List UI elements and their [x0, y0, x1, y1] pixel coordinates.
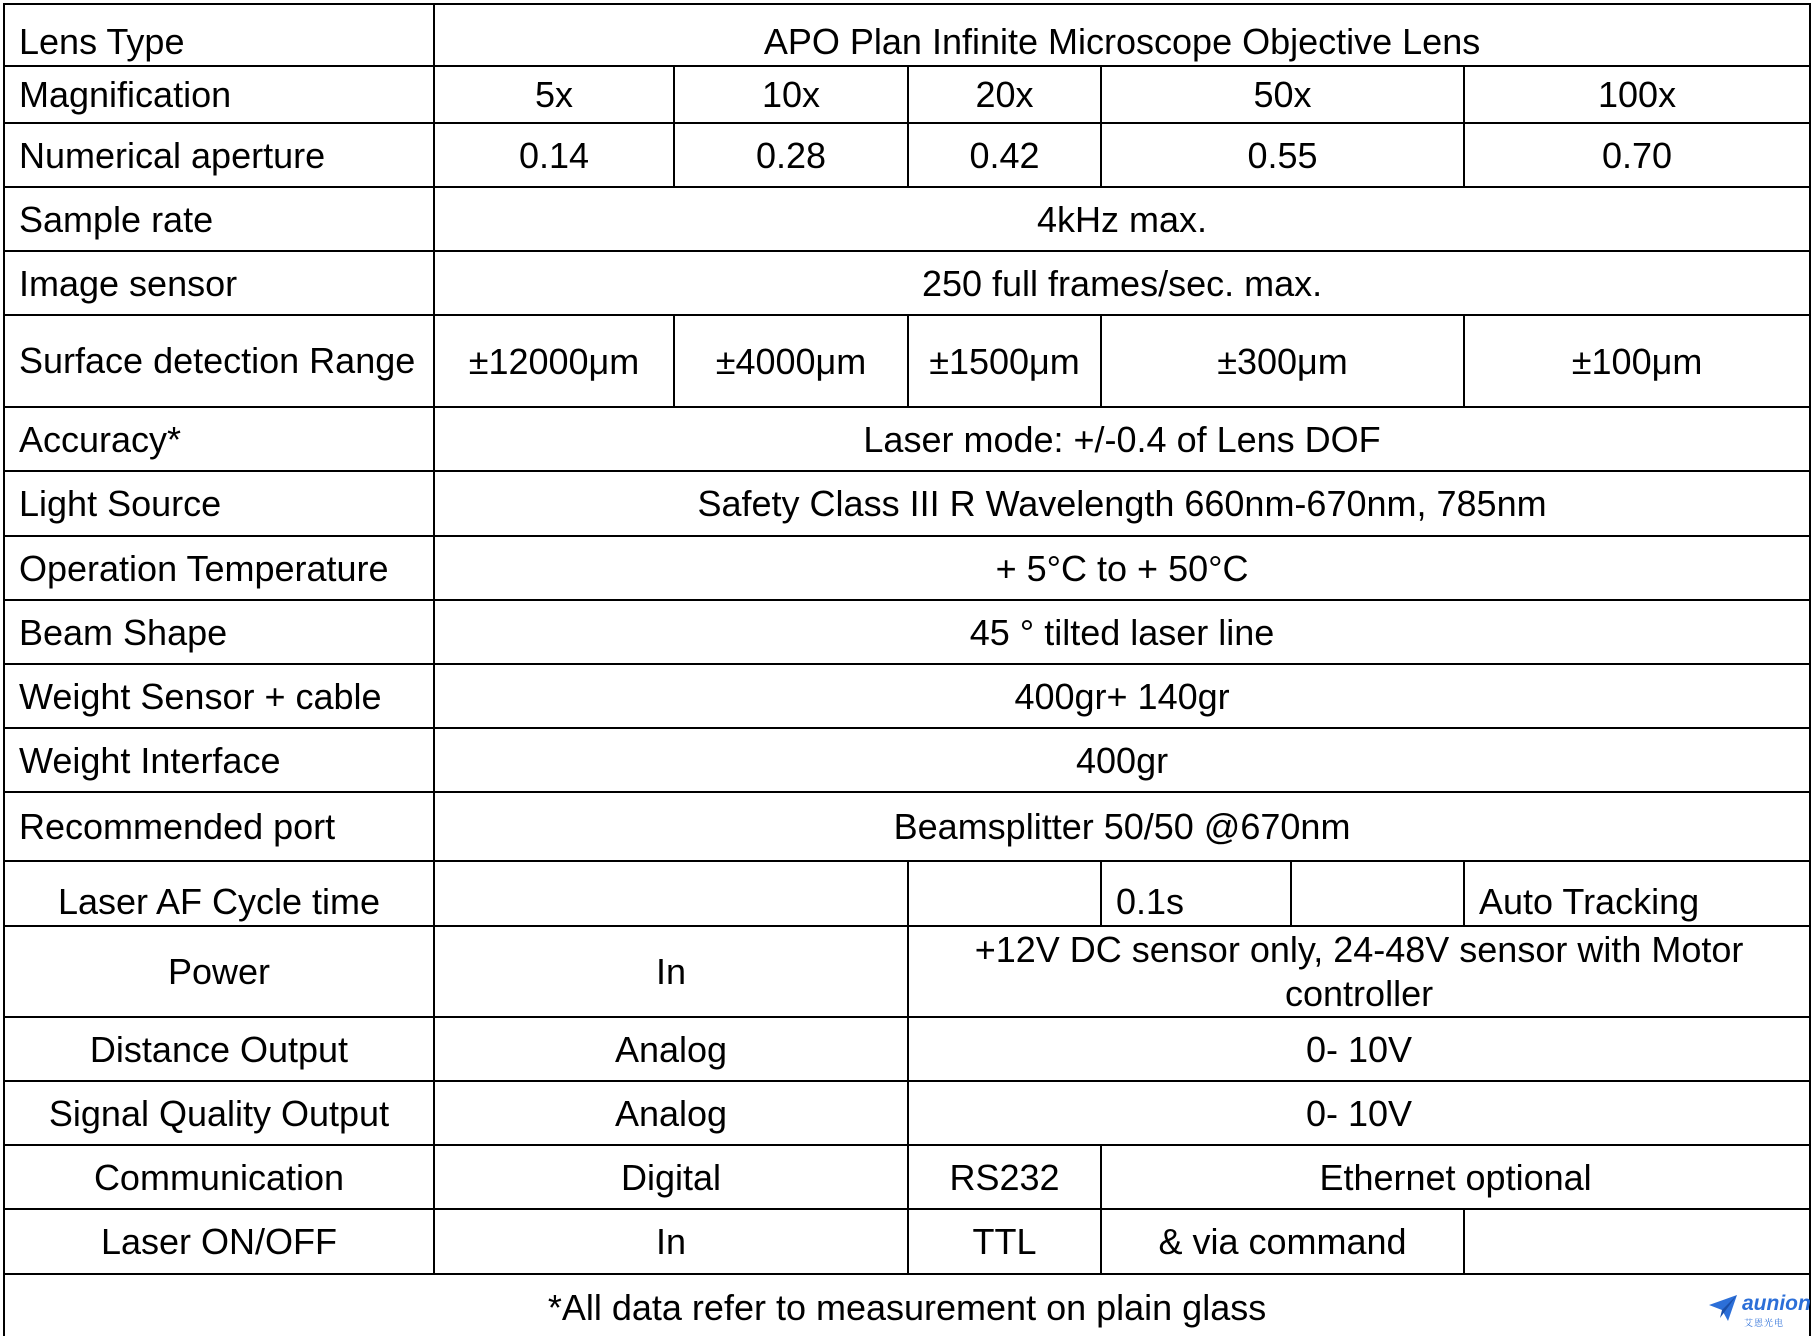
row-cell: 0.28 — [674, 123, 908, 187]
row-value: 400gr — [434, 728, 1810, 792]
row-label: Accuracy* — [4, 407, 434, 471]
table-row — [4, 315, 1810, 407]
row-label: Communication — [4, 1145, 434, 1209]
row-label: Beam Shape — [4, 600, 434, 664]
row-value: & via command — [1101, 1209, 1464, 1274]
table-row — [4, 1145, 1810, 1209]
row-cell: Auto Tracking — [1464, 861, 1810, 926]
row-label: Image sensor — [4, 251, 434, 315]
row-label: Lens Type — [4, 4, 434, 66]
table-row — [4, 1274, 1810, 1336]
row-cell — [434, 861, 908, 926]
table-row — [4, 1081, 1810, 1145]
table-row — [4, 187, 1810, 251]
row-label: Magnification — [4, 66, 434, 123]
table-row — [4, 792, 1810, 861]
table-row — [4, 1209, 1810, 1274]
row-label: Sample rate — [4, 187, 434, 251]
row-value: 0- 10V — [908, 1081, 1810, 1145]
row-type: Analog — [434, 1017, 908, 1081]
spec-table — [3, 3, 1811, 1336]
row-type: Analog — [434, 1081, 908, 1145]
table-row — [4, 123, 1810, 187]
row-cell — [1291, 861, 1464, 926]
logo-subtitle: 艾恩光电 — [1744, 1318, 1785, 1328]
table-row — [4, 1017, 1810, 1081]
table-row — [4, 471, 1810, 536]
table-row — [4, 4, 1810, 66]
row-cell: 0.1s — [1101, 861, 1291, 926]
row-label: Surface detection Range — [4, 315, 434, 407]
row-cell: ±100μm — [1464, 315, 1810, 407]
row-type: In — [434, 1209, 908, 1274]
table-row — [4, 728, 1810, 792]
row-label: Light Source — [4, 471, 434, 536]
row-extra — [1464, 1209, 1810, 1274]
logo-name: aunion — [1742, 1292, 1811, 1315]
table-row — [4, 600, 1810, 664]
row-cell: ±12000μm — [434, 315, 674, 407]
row-label: Laser AF Cycle time — [4, 861, 434, 926]
row-cell: 0.70 — [1464, 123, 1810, 187]
table-row — [4, 407, 1810, 471]
row-cell — [908, 861, 1101, 926]
row-value: 0- 10V — [908, 1017, 1810, 1081]
row-cell: 100x — [1464, 66, 1810, 123]
row-label: Laser ON/OFF — [4, 1209, 434, 1274]
row-cell: 10x — [674, 66, 908, 123]
row-label: Power — [4, 926, 434, 1017]
table-row — [4, 926, 1810, 1017]
row-cell: 0.14 — [434, 123, 674, 187]
row-cell: 20x — [908, 66, 1101, 123]
paper-plane-icon — [1708, 1294, 1738, 1322]
row-label: Numerical aperture — [4, 123, 434, 187]
row-value: 4kHz max. — [434, 187, 1810, 251]
row-sub: TTL — [908, 1209, 1101, 1274]
row-sub: RS232 — [908, 1145, 1101, 1209]
row-type: Digital — [434, 1145, 908, 1209]
row-value: Laser mode: +/-0.4 of Lens DOF — [434, 407, 1810, 471]
brand-logo — [1708, 1290, 1811, 1330]
row-cell: 0.42 — [908, 123, 1101, 187]
row-value: 250 full frames/sec. max. — [434, 251, 1810, 315]
row-value: + 5°C to + 50°C — [434, 536, 1810, 600]
row-label: Weight Interface — [4, 728, 434, 792]
table-row — [4, 861, 1810, 926]
row-cell: ±4000μm — [674, 315, 908, 407]
table-row — [4, 536, 1810, 600]
row-value: APO Plan Infinite Microscope Objective Lens — [434, 4, 1810, 66]
row-label: Signal Quality Output — [4, 1081, 434, 1145]
row-label: Weight Sensor + cable — [4, 664, 434, 728]
row-label: Distance Output — [4, 1017, 434, 1081]
row-label: Recommended port — [4, 792, 434, 861]
table-row — [4, 664, 1810, 728]
row-value: 45 ° tilted laser line — [434, 600, 1810, 664]
row-value: +12V DC sensor only, 24-48V sensor with Motor controller — [908, 926, 1810, 1017]
table-row — [4, 66, 1810, 123]
row-value: Beamsplitter 50/50 @670nm — [434, 792, 1810, 861]
row-value: Ethernet optional — [1101, 1145, 1810, 1209]
footnote: *All data refer to measurement on plain glass — [4, 1274, 1810, 1336]
row-cell: 5x — [434, 66, 674, 123]
table-row — [4, 251, 1810, 315]
row-value: 400gr+ 140gr — [434, 664, 1810, 728]
row-cell: 50x — [1101, 66, 1464, 123]
row-value: Safety Class III R Wavelength 660nm-670nm, 785nm — [434, 471, 1810, 536]
row-cell: ±1500μm — [908, 315, 1101, 407]
row-cell: 0.55 — [1101, 123, 1464, 187]
row-type: In — [434, 926, 908, 1017]
row-cell: ±300μm — [1101, 315, 1464, 407]
row-label: Operation Temperature — [4, 536, 434, 600]
